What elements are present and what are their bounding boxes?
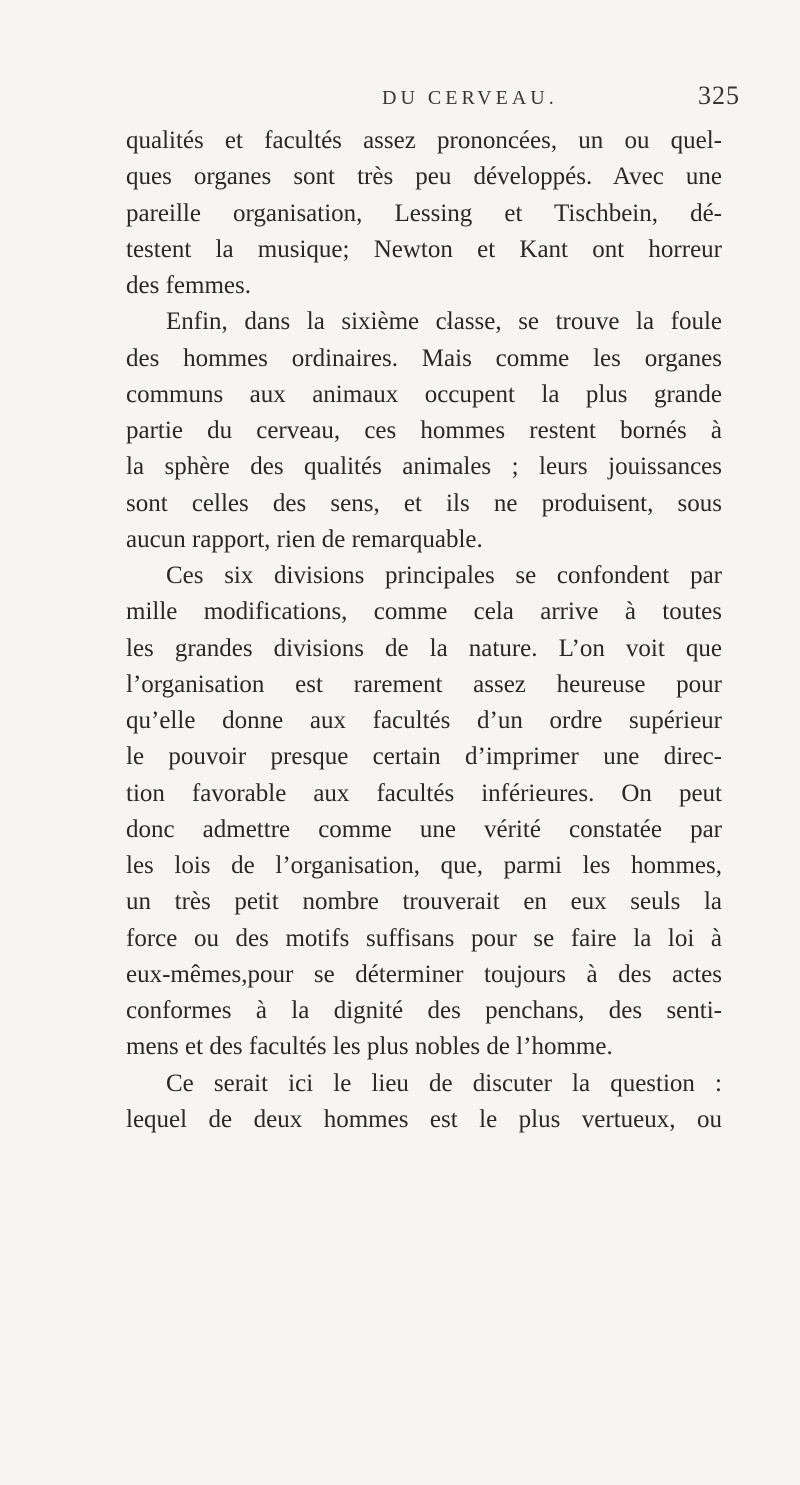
text-line: testent la musique; Newton et Kant ont horreur [126,235,722,263]
text-line: donc admettre comme une vérité constatée par [126,815,722,843]
text-line: le pouvoir presque certain d’imprimer une direc- [126,743,722,771]
text-line: les grandes divisions de la nature. L’on voit que [126,634,722,662]
text-line: Enfin, dans la sixième classe, se trouve la foule [166,308,722,336]
text-line: un très petit nombre trouverait en eux seuls la [126,888,722,916]
text-line: qualités et facultés assez prononcées, un ou quel- [126,127,722,154]
text-line: l’organisation est rarement assez heureuse pour [126,670,722,698]
text-line: Ce serait ici le lieu de discuter la question : [166,1069,722,1097]
page-number: 325 [698,81,740,110]
text-line: aucun rapport, rien de remarquable. [126,525,483,553]
text-line: Ces six divisions principales se confondent par [166,562,722,589]
text-line: pareille organisation, Lessing et Tischbein, dé- [126,199,722,227]
text-line: mille modifications, comme cela arrive à toutes [126,598,722,626]
text-line: ques organes sont très peu développés. Avec une [126,163,722,191]
text-line: des femmes. [126,272,251,299]
text-line: lequel de deux hommes est le plus vertueux, ou [126,1105,722,1133]
text-line: partie du cerveau, ces hommes restent bornés à [126,417,722,444]
text-line: la sphère des qualités animales ; leurs jouissances [126,453,722,481]
text-line: les lois de l’organisation, que, parmi les hommes, [126,852,722,879]
text-line: qu’elle donne aux facultés d’un ordre supérieur [126,707,722,734]
running-title: DU CERVEAU. [382,87,558,109]
text-line: communs aux animaux occupent la plus grande [126,380,722,408]
text-line: sont celles des sens, et ils ne produisent, sous [126,489,722,517]
text-line: des hommes ordinaires. Mais comme les organes [126,344,722,372]
text-line: mens et des facultés les plus nobles de l’homme. [126,1033,613,1061]
text-line: tion favorable aux facultés inférieures. On peut [126,779,722,807]
text-line: conformes à la dignité des penchans, des senti- [126,997,722,1024]
text-line: force ou des motifs suffisans pour se faire la loi à [126,924,722,952]
body-text [126,123,722,1138]
text-line: eux-mêmes,pour se déterminer toujours à des actes [126,960,722,988]
